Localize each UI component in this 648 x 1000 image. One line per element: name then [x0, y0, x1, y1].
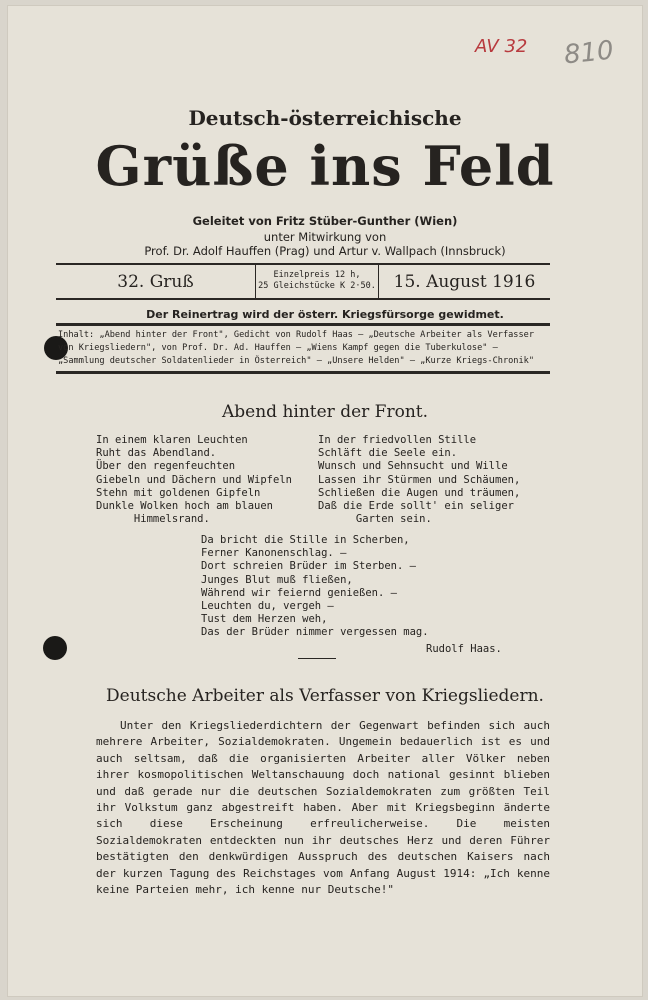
poem-line: Lassen ihr Stürmen und Schäumen,	[318, 473, 521, 486]
poem-line: Tust dem Herzen weh,	[201, 613, 328, 626]
masthead-kicker: Deutsch-österreichische	[188, 106, 462, 130]
article-title: Deutsche Arbeiter als Verfasser von Kriegsliedern.	[106, 686, 544, 706]
poem-end-rule	[298, 658, 336, 659]
poem-line: Während wir feiernd genießen. —	[201, 586, 397, 599]
contents-bottom-rule	[56, 371, 550, 374]
archive-mark-red: AV 32	[475, 36, 528, 57]
poem-line: Daß die Erde sollt' ein seliger	[318, 500, 514, 513]
document-page	[8, 6, 642, 996]
punch-hole-bottom	[43, 636, 67, 660]
poem-line: Garten sein.	[318, 513, 432, 526]
poem-line: Schließen die Augen und träumen,	[318, 486, 521, 499]
poem-line: Dort schreien Brüder im Sterben. —	[201, 560, 416, 573]
editor-line: Geleitet von Fritz Stüber-Gunther (Wien)	[192, 214, 458, 228]
poem-line: Ruht das Abendland.	[96, 447, 217, 460]
poem-line: Über den regenfeuchten	[96, 460, 236, 473]
contents-line-1: Inhalt: „Abend hinter der Front", Gedicht von Rudolf Haas — „Deutsche Arbeiter als Verfasser	[58, 330, 534, 340]
contents-line-3: „Sammlung deutscher Soldatenlieder in Österreich" — „Unsere Helden" — „Kurze Kriegs-Chronik"	[58, 356, 534, 366]
poem-right-stanza	[318, 434, 520, 526]
archive-mark-grey: 810	[562, 35, 616, 71]
dedication-line: Der Reinertrag wird der österr. Kriegsfürsorge gewidmet.	[146, 308, 504, 321]
poem-line: In einem klaren Leuchten	[96, 434, 248, 446]
masthead-title: Grüße ins Feld	[95, 134, 555, 198]
issue-bar-bottom-rule	[56, 298, 550, 300]
poem-line: In der friedvollen Stille	[318, 434, 477, 446]
poem-line: Dunkle Wolken hoch am blauen	[96, 500, 274, 513]
poem-line: Das der Brüder nimmer vergessen mag.	[201, 626, 429, 639]
article-body: Unter den Kriegsliederdichtern der Gegenwart befinden sich auch mehrere Arbeiter, Sozialdemokraten. Ungemein bedauerlich ist es und auch seltsam, daß die organisierten Arbeiter aller Völker neben ihrer kosmopolitischen Weltanschauung doch national gesinnt blieben und daß gerade nur die deutschen Sozialdemokraten zum größten Teil ihr Volkstum ganz abgestreift haben. Aber mit Kriegsbeginn änderte sich diese Erscheinung erfreulicherweise. Die meisten Sozialdemokraten entdeckten nun ihr deutsches Herz und deren Führer bestätigten den denkwürdigen Ausspruch des deutschen Kaisers nach der kurzen Tagung des Reichstages vom Anfang August 1914: „Ich kenne keine Parteien mehr, ich kenne nur Deutsche!"	[96, 719, 550, 897]
poem-line: Wunsch und Sehnsucht und Wille	[318, 460, 508, 473]
poem-title: Abend hinter der Front.	[221, 402, 429, 422]
poem-final-stanza	[201, 534, 429, 640]
issue-bar-top-rule	[56, 263, 550, 265]
poem-line: Stehn mit goldenen Gipfeln	[96, 486, 261, 499]
poem-line: Schläft die Seele ein.	[318, 447, 458, 460]
poem-author: Rudolf Haas.	[426, 643, 502, 655]
contents-line-2: von Kriegsliedern", von Prof. Dr. Ad. Hauffen — „Wiens Kampf gegen die Tuberkulose" —	[58, 343, 498, 353]
poem-line: Giebeln und Dächern und Wipfeln	[96, 473, 292, 486]
price-line-2: 25 Gleichstücke K 2·50.	[258, 281, 376, 291]
issue-number: 32. Gruß	[117, 272, 194, 292]
cooperation-line: unter Mitwirkung von	[263, 230, 387, 244]
poem-line: Himmelsrand.	[96, 513, 210, 526]
price-line-1: Einzelpreis 12 h,	[273, 270, 361, 280]
issue-date: 15. August 1916	[393, 272, 536, 292]
poem-line: Ferner Kanonenschlag. —	[201, 547, 347, 560]
poem-line: Leuchten du, vergeh —	[201, 600, 334, 613]
contributors-line: Prof. Dr. Adolf Hauffen (Prag) und Artur v. Wallpach (Innsbruck)	[144, 244, 506, 258]
poem-line: Da bricht die Stille in Scherben,	[201, 534, 410, 546]
poem-left-stanza	[96, 434, 292, 526]
contents-top-rule	[56, 323, 550, 326]
poem-line: Junges Blut muß fließen,	[201, 573, 353, 586]
